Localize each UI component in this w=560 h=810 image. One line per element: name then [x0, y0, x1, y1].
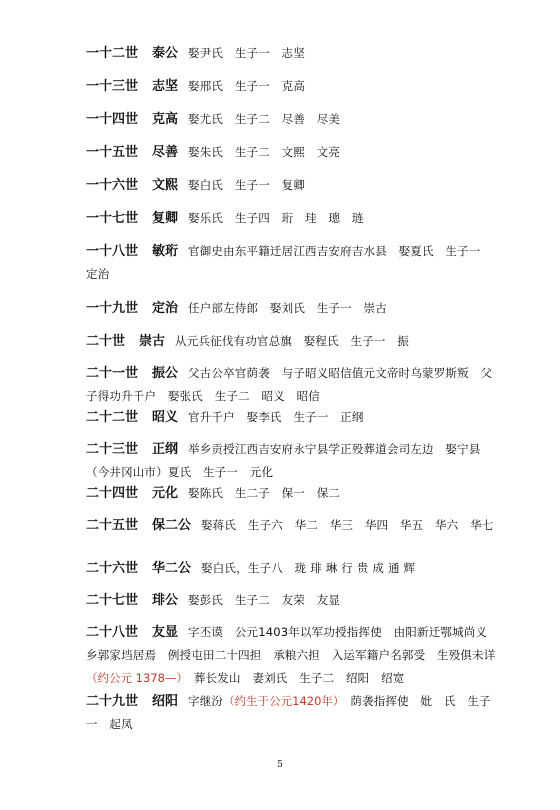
generation-label: 一十四世 [86, 112, 139, 127]
person-name: 元化 [152, 486, 179, 501]
generation-entry [86, 141, 496, 164]
entry-detail: 娶朱氏 生子二 文熙 文亮 [188, 145, 341, 159]
entry-detail: 官御史由东平籍迁居江西吉安府吉水县 娶夏氏 生子一 定治 [86, 244, 493, 281]
generation-entry [86, 207, 496, 230]
generation-label: 二十一世 [86, 366, 139, 381]
generation-label: 二十二世 [86, 410, 139, 425]
entry-detail: 官升千户 娶李氏 生子一 正纲 [188, 410, 364, 424]
entry-detail: 父古公卒官荫袭 与子昭义昭信值元文帝时乌蒙罗斯叛 父子得功升千户 娶张氏 生子二 昭义 昭信 [86, 366, 493, 403]
generation-entry [86, 330, 496, 353]
generation-entry [86, 240, 496, 286]
generation-label: 二十八世 [86, 625, 139, 640]
generation-label: 一十八世 [86, 244, 139, 259]
entry-detail: 娶彭氏 生子二 友荣 友显 [188, 593, 341, 607]
entry-detail: 字丕谟 公元1403年以军功授指挥使 由阳新迁鄂城尚义乡郭家垱居焉 例授屯田二十四担 承粮六担 入运军籍户名郭受 生殁俱未详 [86, 625, 496, 662]
generation-label: 一十九世 [86, 301, 139, 316]
person-name: 华二公 [152, 561, 192, 576]
person-name: 保二公 [152, 518, 192, 533]
page-number: 5 [277, 760, 283, 770]
entry-detail: 举乡贡授江西吉安府永宁县学正殁葬道会司左边 娶宁县（今井冈山市）夏氏 生子一 元化 [86, 442, 481, 479]
generation-entry [86, 42, 496, 65]
entry-detail: 娶陈氏 生二子 保一 保二 [188, 486, 341, 500]
person-name: 复卿 [152, 211, 179, 226]
generation-entry [86, 362, 496, 408]
generation-entry [86, 406, 496, 429]
generation-entry [86, 557, 496, 580]
generation-label: 一十五世 [86, 145, 139, 160]
entry-detail-continued: 葬长发山 妻刘氏 生子二 绍阳 绍宽 [182, 671, 405, 685]
person-name: 昭义 [152, 410, 179, 425]
entry-detail: 从元兵征伐有功官总旗 娶程氏 生子一 振 [175, 334, 410, 348]
person-name: 绍阳 [152, 694, 179, 709]
generation-label: 一十三世 [86, 79, 139, 94]
person-name: 泰公 [152, 46, 179, 61]
generation-label: 二十四世 [86, 486, 139, 501]
person-name: 琲公 [152, 593, 179, 608]
person-name: 正纲 [152, 442, 179, 457]
entry-detail-continued: 荫袭指挥使 妣 氏 生子一 起凤 [86, 694, 491, 731]
generation-entry [86, 482, 496, 505]
generation-entry [86, 297, 496, 320]
person-name: 振公 [152, 366, 179, 381]
birth-year-note: （约生于公元1420年） [223, 694, 339, 708]
birth-year-note: （约公元 1378—） [86, 671, 183, 685]
generation-label: 二十世 [86, 334, 126, 349]
entry-detail: 娶蒋氏 生子六 华二 华三 华四 华五 华六 华七 [201, 518, 494, 532]
entry-detail: 字继汾 [188, 694, 224, 708]
generation-entry [86, 174, 496, 197]
person-name: 尽善 [152, 145, 179, 160]
generation-entry [86, 690, 496, 736]
generation-entry [86, 589, 496, 612]
generation-label: 一十二世 [86, 46, 139, 61]
person-name: 志坚 [152, 79, 179, 94]
generation-label: 一十六世 [86, 178, 139, 193]
entry-detail: 娶白氏 生子一 复卿 [188, 178, 306, 192]
generation-label: 二十九世 [86, 694, 139, 709]
generation-label: 二十七世 [86, 593, 139, 608]
entry-detail: 任户部左侍郎 娶刘氏 生子一 崇古 [188, 301, 387, 315]
generation-entry [86, 621, 496, 690]
generation-label: 二十六世 [86, 561, 139, 576]
generation-entry [86, 75, 496, 98]
person-name: 克高 [152, 112, 179, 127]
person-name: 敏珩 [152, 244, 179, 259]
entry-detail: 娶邢氏 生子一 克高 [188, 79, 306, 93]
generation-label: 二十三世 [86, 442, 139, 457]
person-name: 文熙 [152, 178, 179, 193]
entry-detail: 娶尤氏 生子二 尽善 尽美 [188, 112, 341, 126]
entry-detail: 娶白氏，生子八 珑 琲 琳 行 贵 成 通 辉 [201, 561, 416, 575]
entry-detail: 娶乐氏 生子四 珩 珪 璁 琏 [188, 211, 364, 225]
person-name: 定治 [152, 301, 179, 316]
person-name: 崇古 [139, 334, 166, 349]
generation-entry [86, 108, 496, 131]
entry-detail: 娶尹氏 生子一 志坚 [188, 46, 306, 60]
generation-label: 二十五世 [86, 518, 139, 533]
person-name: 友显 [152, 625, 179, 640]
generation-label: 一十七世 [86, 211, 139, 226]
generation-entry [86, 438, 496, 484]
generation-entry [86, 514, 496, 537]
